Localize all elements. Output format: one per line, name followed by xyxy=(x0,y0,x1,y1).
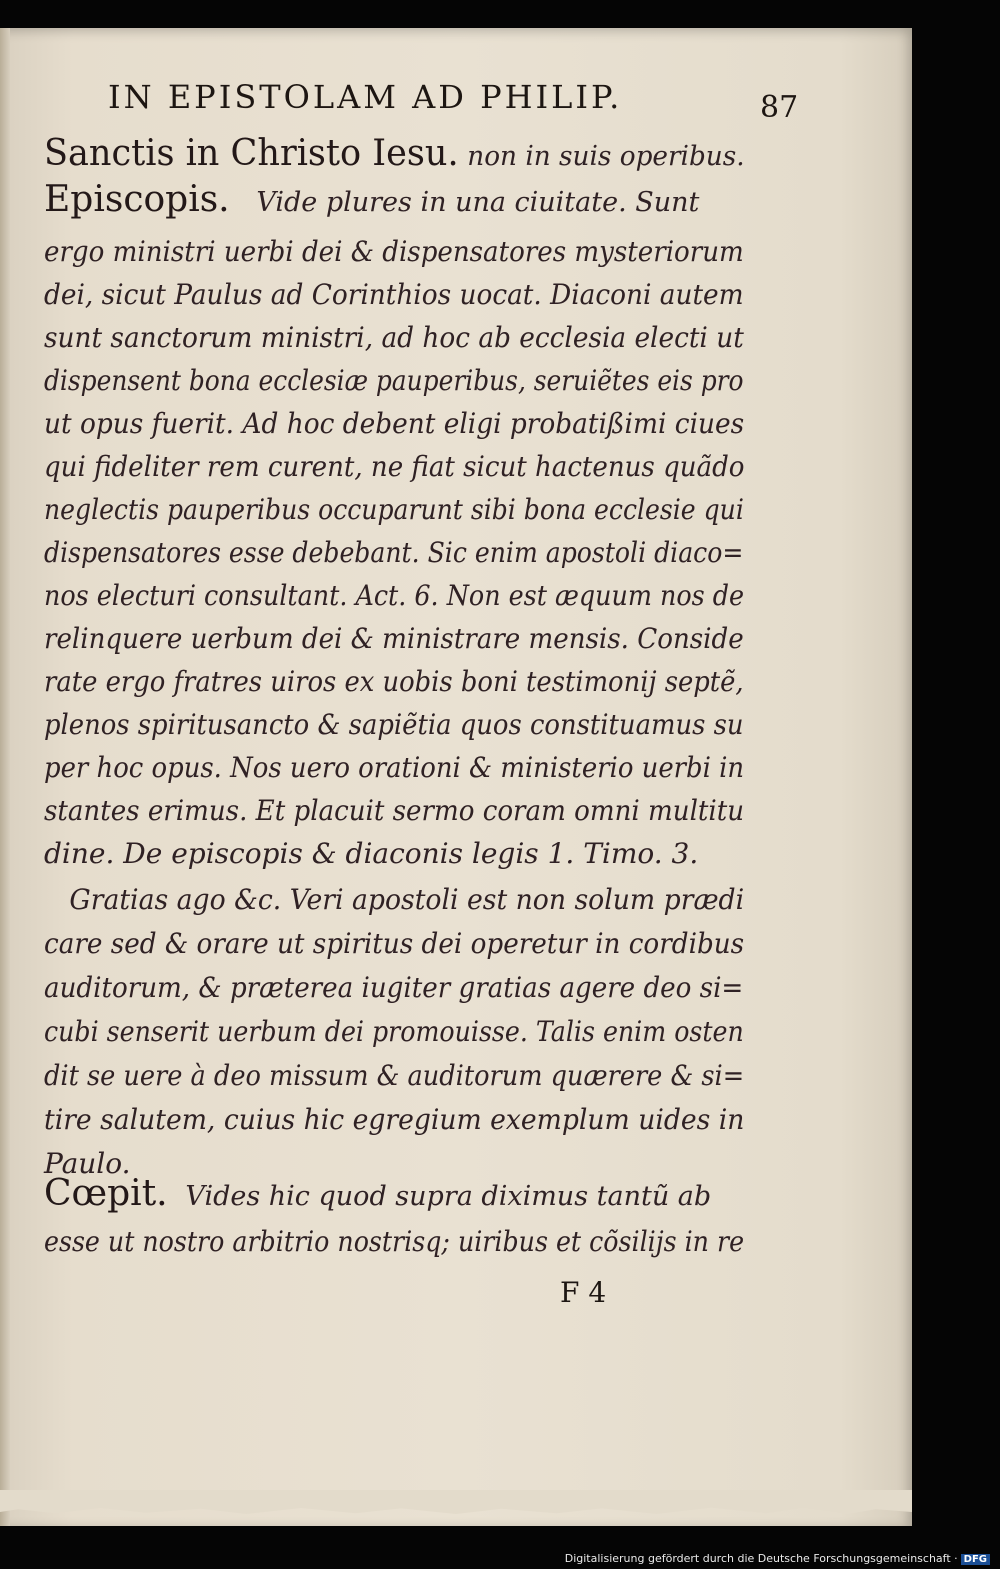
text-line: dine. De episcopis & diaconis legis 1. Timo. 3. xyxy=(44,837,699,870)
text-line: dei, sicut Paulus ad Corinthios uocat. Diaconi autem xyxy=(44,278,744,311)
text-line: Episcopis. Vide plures in una ciuitate. Sunt xyxy=(44,179,700,220)
text-line: dispensent bona ecclesiæ pauperibus, seruiẽtes eis pro xyxy=(44,364,744,397)
text-line: care sed & orare ut spiritus dei operetur in cordibus xyxy=(44,927,745,960)
folio-number: 87 xyxy=(760,90,799,125)
text-line: dit se uere à deo missum & auditorum quærere & si= xyxy=(44,1059,745,1092)
digitization-credit xyxy=(565,1552,990,1565)
page-binding-edge xyxy=(0,28,10,1526)
text-line: Cœpit. Vides hic quod supra diximus tantũ ab xyxy=(44,1173,712,1214)
text-line: Sanctis in Christo Iesu. non in suis operibus. xyxy=(44,133,745,174)
running-head: IN EPISTOLAM AD PHILIP. xyxy=(108,78,623,116)
lemma: Sanctis in Christo Iesu. xyxy=(44,133,459,174)
text-line: relinquere uerbum dei & ministrare mensis. Conside xyxy=(44,622,744,655)
signature-mark: F 4 xyxy=(560,1276,607,1309)
text-line: plenos spiritusancto & sapiẽtia quos constituamus su xyxy=(44,708,744,741)
text-line: auditorum, & præterea iugiter gratias agere deo si= xyxy=(44,971,744,1004)
text-line: cubi senserit uerbum dei promouisse. Talis enim osten xyxy=(44,1015,744,1048)
text-line: per hoc opus. Nos uero orationi & ministerio uerbi in xyxy=(44,751,745,784)
text-line: rate ergo fratres uiros ex uobis boni testimonij septẽ, xyxy=(44,665,744,698)
text-line: ut opus fuerit. Ad hoc debent eligi probatißimi ciues xyxy=(44,407,745,440)
text-line: nos electuri consultant. Act. 6. Non est æquum nos de xyxy=(44,579,745,612)
dfg-logo: DFG xyxy=(961,1554,990,1565)
text-line: Paulo. xyxy=(44,1147,131,1180)
lemma: Cœpit. xyxy=(44,1173,168,1214)
text-line: qui fideliter rem curent, ne fiat sicut hactenus quãdo xyxy=(44,450,745,483)
text-line: neglectis pauperibus occuparunt sibi bona ecclesie qui xyxy=(44,493,744,526)
text-line: stantes erimus. Et placuit sermo coram omni multitu xyxy=(44,794,745,827)
text-line: sunt sanctorum ministri, ad hoc ab ecclesia electi ut xyxy=(44,321,744,354)
text-line: ergo ministri uerbi dei & dispensatores mysteriorum xyxy=(44,235,744,268)
credit-text: Digitalisierung gefördert durch die Deutsche Forschungsgemeinschaft · xyxy=(564,1552,958,1565)
text-line: esse ut nostro arbitrio nostrisq; uiribus et cõsilijs in re xyxy=(44,1225,745,1258)
text-line: dispensatores esse debebant. Sic enim apostoli diaco= xyxy=(44,536,744,569)
text-line: tire salutem, cuius hic egregium exemplum uides in xyxy=(44,1103,745,1136)
text-line: Gratias ago &c. Veri apostoli est non solum prædi xyxy=(44,883,745,916)
lemma: Episcopis. xyxy=(44,179,230,220)
